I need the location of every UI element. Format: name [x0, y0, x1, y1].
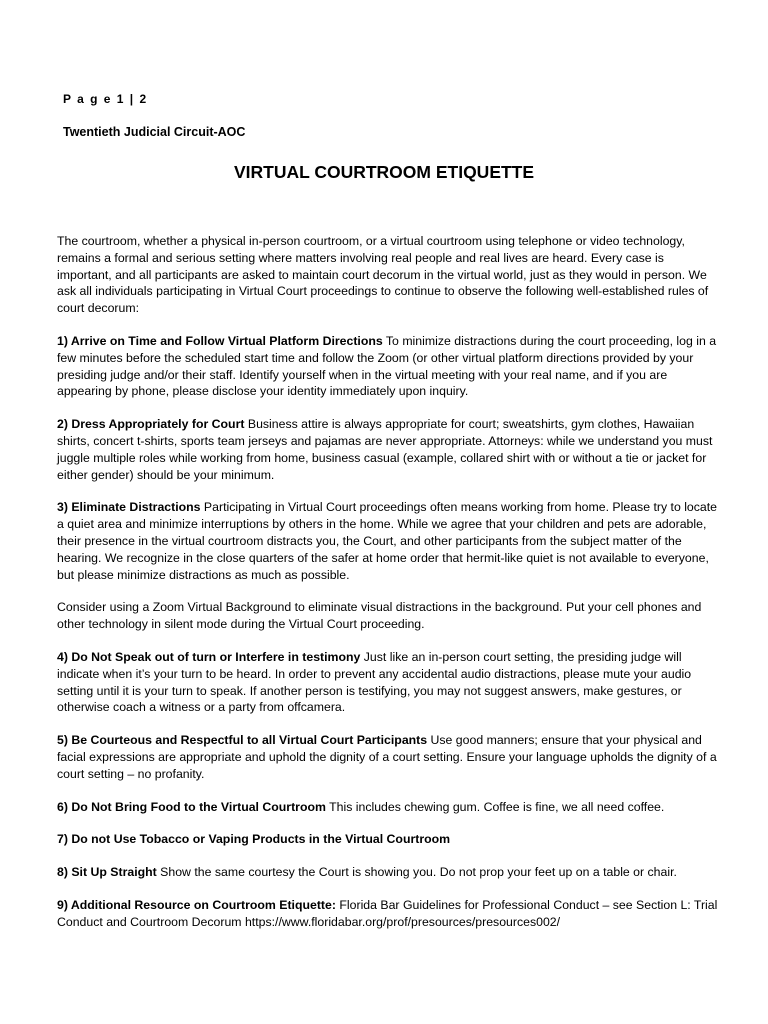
rule-item-9 — [57, 897, 721, 931]
rule-title: 3) Eliminate Distractions — [57, 500, 201, 515]
rule-item-2 — [57, 416, 721, 483]
rule-text: Just like an in-person court setting, the presiding judge will indicate when it’s your turn to be heard. In order to prevent any accidental audio distractions, please mute your audio setting until it is your turn to speak. If another person is testifying, you may not suggest answers, make gestures, or otherwise coach a witness or a party from offcamera. — [57, 649, 692, 715]
rule-title: 4) Do Not Speak out of turn or Interfere in testimony — [57, 649, 361, 664]
document-title: VIRTUAL COURTROOM ETIQUETTE — [233, 162, 535, 182]
rule-item-7 — [57, 831, 721, 848]
rule-text: To minimize distractions during the court proceeding, log in a few minutes before the scheduled start time and follow the Zoom (or other virtual platform directions provided by your presiding judge and/or their staff. Identify yourself when in the virtual meeting with your real name, and if you are appearing by phone, please disclose your identity immediately upon inquiry. — [57, 333, 717, 399]
rule-title: 9) Additional Resource on Courtroom Etiquette: — [57, 897, 336, 912]
rule-item-6 — [57, 799, 721, 816]
rule-text: Consider using a Zoom Virtual Background to eliminate visual distractions in the background. Put your cell phones and other technology in silent mode during the Virtual Court proceeding. — [57, 600, 702, 632]
rule-item-3-continued — [57, 599, 721, 633]
rule-text: Participating in Virtual Court proceedings often means working from home. Please try to locate a quiet area and minimize interruptions by others in the home. While we agree that your children and pets are adorable, their presence in the virtual courtroom distracts you, the Court, and other participants from the subject matter of the hearing. We recognize in the close quarters of the safer at home order that hermit-like quiet is not available to everyone, but please minimize distractions as much as possible. — [57, 500, 718, 582]
intro-paragraph: The courtroom, whether a physical in-person courtroom, or a virtual courtroom using telephone or video technology, remains a formal and serious setting where matters involving real people and real lives are heard. Every case is important, and all participants are asked to maintain court decorum in the virtual world, just as they would in person. We ask all individuals participating in Virtual Court proceedings to continue to observe the following well-established rules of court decorum: — [57, 234, 709, 316]
rule-title: 7) Do not Use Tobacco or Vaping Products in the Virtual Courtroom — [57, 832, 451, 847]
rule-item-1 — [57, 333, 721, 400]
rule-text: Business attire is always appropriate for court; sweatshirts, gym clothes, Hawaiian shirts, concert t-shirts, sports team jerseys and pajamas are never appropriate. Attorneys: while we understand you must juggle multiple roles while working from home, business casual (example, collared shirt with or without a tie or jacket for either gender) should be your minimum. — [57, 417, 713, 482]
page-number: P a g e 1 | 2 — [63, 92, 148, 106]
rule-title: 1) Arrive on Time and Follow Virtual Platform Directions — [57, 333, 383, 348]
rule-title: 5) Be Courteous and Respectful to all Virtual Court Participants — [57, 733, 428, 748]
rule-item-5 — [57, 732, 721, 782]
rule-title: 8) Sit Up Straight — [57, 865, 157, 880]
rule-title: 6) Do Not Bring Food to the Virtual Courtroom — [57, 799, 326, 814]
rule-text: Use good manners; ensure that your physical and facial expressions are appropriate and uphold the dignity of a court setting. Ensure your language upholds the dignity of a court setting – no profanity. — [57, 733, 717, 781]
rule-item-8 — [57, 864, 721, 881]
rule-text: Florida Bar Guidelines for Professional Conduct – see Section L: Trial Conduct and Courtroom Decorum https://www.floridabar.org/prof/presources/presources002/ — [57, 897, 718, 929]
rule-item-4 — [57, 649, 721, 716]
document-body — [57, 233, 721, 947]
rule-text: Show the same courtesy the Court is showing you. Do not prop your feet up on a table or chair. — [156, 865, 677, 880]
rule-item-3 — [57, 499, 721, 583]
rule-text: This includes chewing gum. Coffee is fine, we all need coffee. — [325, 799, 665, 814]
organization-name: Twentieth Judicial Circuit-AOC — [63, 125, 246, 139]
rule-title: 2) Dress Appropriately for Court — [57, 417, 245, 432]
